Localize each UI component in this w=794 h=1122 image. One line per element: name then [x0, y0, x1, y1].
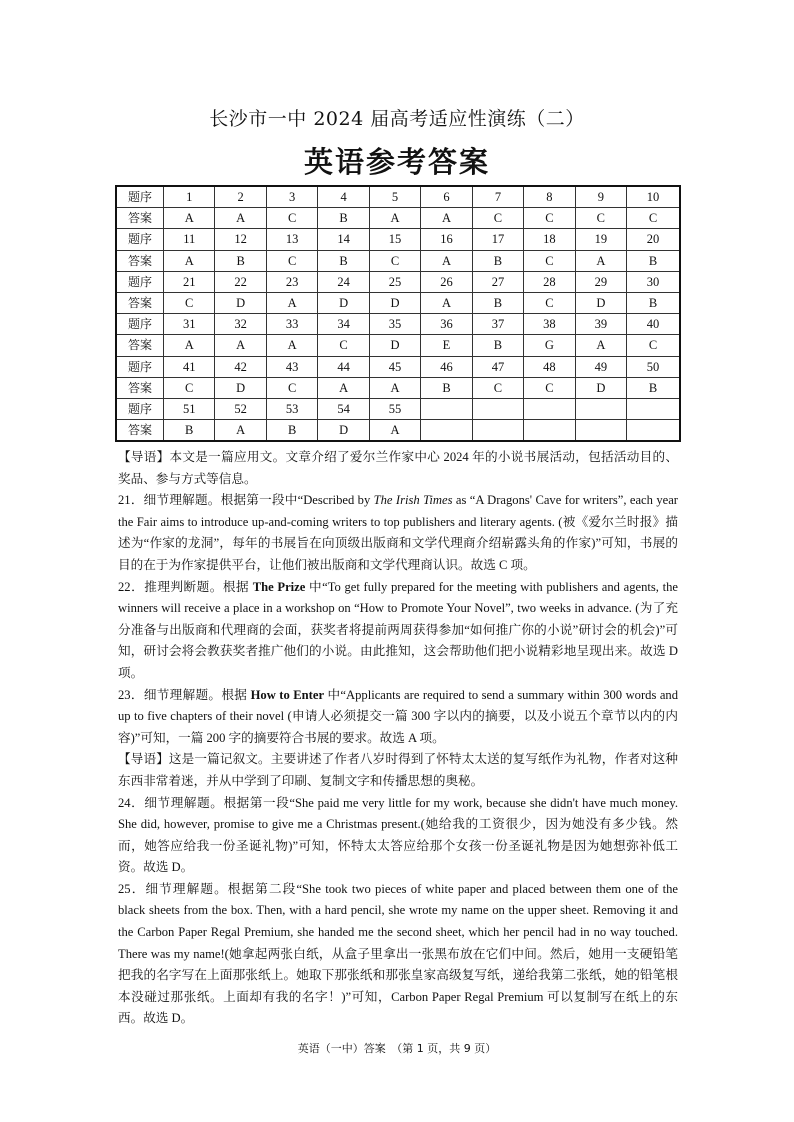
answer-row	[116, 420, 680, 442]
answer-cell: B	[318, 208, 369, 229]
question-number-cell: 29	[575, 271, 626, 292]
answer-cell: C	[266, 208, 317, 229]
question-number-cell: 4	[318, 186, 369, 208]
answer-row-label: 答案	[116, 292, 164, 313]
question-number-cell: 53	[266, 398, 317, 419]
question-number-cell: 10	[627, 186, 680, 208]
question-number-cell: 47	[472, 356, 523, 377]
question-row-label: 题序	[116, 229, 164, 250]
question-row-label: 题序	[116, 314, 164, 335]
answer-row-label: 答案	[116, 250, 164, 271]
question-number-cell: 15	[369, 229, 420, 250]
answer-cell: C	[627, 208, 680, 229]
question-number-cell	[421, 398, 472, 419]
answer-cell: B	[472, 335, 523, 356]
answer-row	[116, 377, 680, 398]
explanation-24: 24．细节理解题。根据第一段“She paid me very little for my work, because she didn't have much money. She did, however, promise to give me a Christmas present.(她给我的工资很少，因为她没有多少钱。然而，她答应给我一份圣诞礼物)”可知，怀特太太答应给那个女孩一份圣诞礼物是因为她想弥补低工资。故选 D。	[118, 795, 678, 875]
answer-cell: C	[164, 377, 215, 398]
explanation-22-part-a: 22．推理判断题。根据	[118, 579, 253, 594]
question-number-cell: 1	[164, 186, 215, 208]
answer-cell: D	[369, 335, 420, 356]
explanation-22	[118, 577, 678, 685]
question-number-cell: 45	[369, 356, 420, 377]
answer-cell: A	[369, 377, 420, 398]
answer-cell: C	[266, 250, 317, 271]
question-number-cell: 50	[627, 356, 680, 377]
question-number-cell: 8	[524, 186, 575, 208]
answer-row-label: 答案	[116, 335, 164, 356]
answer-cell: C	[524, 208, 575, 229]
answer-cell: E	[421, 335, 472, 356]
question-number-cell: 27	[472, 271, 523, 292]
answer-row-label: 答案	[116, 377, 164, 398]
question-number-cell: 23	[266, 271, 317, 292]
question-number-cell: 54	[318, 398, 369, 419]
document-subtitle: 英语参考答案	[303, 145, 490, 179]
answer-cell: A	[575, 335, 626, 356]
question-number-cell: 24	[318, 271, 369, 292]
question-row	[116, 398, 680, 419]
question-number-cell: 34	[318, 314, 369, 335]
answer-cell: C	[627, 335, 680, 356]
question-number-cell: 18	[524, 229, 575, 250]
answer-cell: D	[215, 292, 266, 313]
answer-cell: A	[421, 250, 472, 271]
answer-cell: C	[524, 250, 575, 271]
question-number-cell: 32	[215, 314, 266, 335]
question-number-cell: 13	[266, 229, 317, 250]
question-number-cell: 11	[164, 229, 215, 250]
answer-cell: C	[472, 208, 523, 229]
answer-cell	[421, 420, 472, 442]
answer-cell: B	[266, 420, 317, 442]
question-row	[116, 229, 680, 250]
page-footer: 英语（一中）答案 （第 1 页，共 9 页）	[297, 1042, 497, 1055]
answer-row	[116, 335, 680, 356]
answer-cell: C	[164, 292, 215, 313]
answer-cell	[524, 420, 575, 442]
question-number-cell: 51	[164, 398, 215, 419]
question-row	[116, 356, 680, 377]
question-row-label: 题序	[116, 186, 164, 208]
question-number-cell	[524, 398, 575, 419]
answer-cell: A	[266, 335, 317, 356]
answer-cell: C	[524, 292, 575, 313]
question-number-cell: 49	[575, 356, 626, 377]
answer-cell: D	[318, 420, 369, 442]
question-number-cell: 36	[421, 314, 472, 335]
question-row	[116, 314, 680, 335]
answer-cell: B	[627, 292, 680, 313]
question-number-cell: 46	[421, 356, 472, 377]
question-number-cell: 35	[369, 314, 420, 335]
explanation-21-italic: The Irish Times	[373, 493, 453, 508]
answer-row	[116, 292, 680, 313]
question-number-cell: 20	[627, 229, 680, 250]
answer-cell: B	[164, 420, 215, 442]
answer-cell: A	[215, 208, 266, 229]
question-number-cell: 55	[369, 398, 420, 419]
answer-cell: D	[575, 292, 626, 313]
answer-cell: A	[575, 250, 626, 271]
question-number-cell: 31	[164, 314, 215, 335]
question-number-cell	[627, 398, 680, 419]
answer-cell: C	[472, 377, 523, 398]
intro-paragraph-1: 【导语】本文是一篇应用文。文章介绍了爱尔兰作家中心 2024 年的小说书展活动，包括活动目的、奖品、参与方式等信息。	[118, 450, 678, 486]
document-title: 长沙市一中 2024 届高考适应性演练（二）	[209, 108, 585, 130]
question-row-label: 题序	[116, 398, 164, 419]
question-number-cell: 42	[215, 356, 266, 377]
answer-cell: A	[164, 335, 215, 356]
answer-cell: D	[215, 377, 266, 398]
explanation-22-bold: The Prize	[252, 579, 306, 594]
answer-cell: B	[472, 250, 523, 271]
explanation-21	[118, 490, 678, 576]
question-number-cell: 26	[421, 271, 472, 292]
question-number-cell: 2	[215, 186, 266, 208]
question-number-cell: 3	[266, 186, 317, 208]
question-row	[116, 186, 680, 208]
explanation-23-bold: How to Enter	[250, 687, 325, 702]
question-number-cell	[472, 398, 523, 419]
question-number-cell: 33	[266, 314, 317, 335]
answer-cell: D	[369, 292, 420, 313]
answer-cell: G	[524, 335, 575, 356]
question-number-cell: 9	[575, 186, 626, 208]
question-number-cell: 5	[369, 186, 420, 208]
question-number-cell: 44	[318, 356, 369, 377]
answer-cell: A	[215, 335, 266, 356]
answer-cell: B	[472, 292, 523, 313]
question-number-cell: 41	[164, 356, 215, 377]
answer-row	[116, 250, 680, 271]
answer-cell: A	[421, 208, 472, 229]
question-number-cell	[575, 398, 626, 419]
answer-cell: D	[575, 377, 626, 398]
answer-cell: B	[421, 377, 472, 398]
answer-row	[116, 208, 680, 229]
question-number-cell: 14	[318, 229, 369, 250]
answer-cell: A	[318, 377, 369, 398]
explanation-23-part-a: 23．细节理解题。根据	[118, 687, 251, 702]
explanation-21-part-a: 21．细节理解题。根据第一段中“Described by	[118, 493, 374, 508]
question-number-cell: 37	[472, 314, 523, 335]
question-number-cell: 7	[472, 186, 523, 208]
answer-cell: A	[164, 250, 215, 271]
answer-cell: C	[266, 377, 317, 398]
question-row	[116, 271, 680, 292]
question-number-cell: 48	[524, 356, 575, 377]
explanation-23-part-c: 中“Applicants are required to send a summary within 300 words and up to five chapters of their novel (申请人必须提交一篇 300 字以内的摘要，以及小说五个章节以内的内容)”可知，一篇 200 字的摘要符合书展的要求。故选 A 项。	[118, 687, 679, 745]
answer-row-label: 答案	[116, 420, 164, 442]
question-number-cell: 6	[421, 186, 472, 208]
question-number-cell: 12	[215, 229, 266, 250]
answer-cell: B	[627, 377, 680, 398]
question-number-cell: 30	[627, 271, 680, 292]
question-number-cell: 43	[266, 356, 317, 377]
answer-cell: A	[421, 292, 472, 313]
explanations	[118, 447, 678, 1030]
answer-cell: B	[627, 250, 680, 271]
intro-paragraph-2: 【导语】这是一篇记叙文。主要讲述了作者八岁时得到了怀特太太送的复写纸作为礼物，作者对这种东西非常着迷，并从中学到了印刷、复制文字和传播思想的奥秘。	[118, 752, 678, 788]
answer-cell: D	[318, 292, 369, 313]
answer-cell	[472, 420, 523, 442]
question-row-label: 题序	[116, 271, 164, 292]
answer-key-table	[115, 185, 681, 442]
explanation-25: 25．细节理解题。根据第二段“She took two pieces of white paper and placed between them one of the black sheets from the box. Then, with a hard pencil, she wrote my name on the upper sheet. Removing it and the Carbon Paper Regal Premium, she handed me the second sheet, which her pencil had in no way touched. There was my name!(她拿起两张白纸，从盒子里拿出一张黑布放在它们中间。然后，她用一支硬铅笔把我的名字写在上面那张纸上。她取下那张纸和那张皇家高级复写纸，递给我第二张纸，她的铅笔根本没碰过那张纸。上面却有我的名字！)”可知，Carbon Paper Regal Premium 可以复制写在纸上的东西。故选 D。	[118, 881, 678, 1026]
answer-cell: B	[215, 250, 266, 271]
question-number-cell: 16	[421, 229, 472, 250]
question-number-cell: 25	[369, 271, 420, 292]
question-number-cell: 22	[215, 271, 266, 292]
answer-cell: A	[266, 292, 317, 313]
question-row-label: 题序	[116, 356, 164, 377]
question-number-cell: 17	[472, 229, 523, 250]
answer-cell: C	[524, 377, 575, 398]
question-number-cell: 19	[575, 229, 626, 250]
answer-cell: A	[164, 208, 215, 229]
answer-row-label: 答案	[116, 208, 164, 229]
answer-cell: A	[215, 420, 266, 442]
answer-cell: C	[369, 250, 420, 271]
answer-cell	[627, 420, 680, 442]
answer-cell: A	[369, 420, 420, 442]
question-number-cell: 28	[524, 271, 575, 292]
answer-cell	[575, 420, 626, 442]
question-number-cell: 40	[627, 314, 680, 335]
answer-cell: B	[318, 250, 369, 271]
explanation-21-part-b: as “A Dragons' Cave for writers”, each year the Fair aims to introduce up-and-coming writers to top publishers and literary agents. (被《爱尔兰时报》描述为“作家的龙洞”，每年的书展旨在向顶级出版商和文学代理商介绍崭露头角的作家)”可知，书展的目的在于为作家提供平台，让他们被出版商和文学代理商认识。故选 C 项。	[118, 493, 678, 572]
answer-cell: A	[369, 208, 420, 229]
question-number-cell: 52	[215, 398, 266, 419]
answer-cell: C	[318, 335, 369, 356]
question-number-cell: 38	[524, 314, 575, 335]
answer-cell: C	[575, 208, 626, 229]
explanation-23	[118, 685, 678, 750]
question-number-cell: 39	[575, 314, 626, 335]
explanation-22-part-c: 中“To get fully prepared for the meeting with publishers and agents, the winners will receive a place in a workshop on “How to Promote Your Novel”, two weeks in advance. (为了充分准备与出版商和代理商的会面，获奖者将提前两周获得参加“如何推广你的小说”研讨会的机会)”可知，研讨会将会教获奖者推广他们的小说。由此推知，这会帮助他们把小说精彩地呈现出来。故选 D 项。	[118, 579, 679, 680]
question-number-cell: 21	[164, 271, 215, 292]
